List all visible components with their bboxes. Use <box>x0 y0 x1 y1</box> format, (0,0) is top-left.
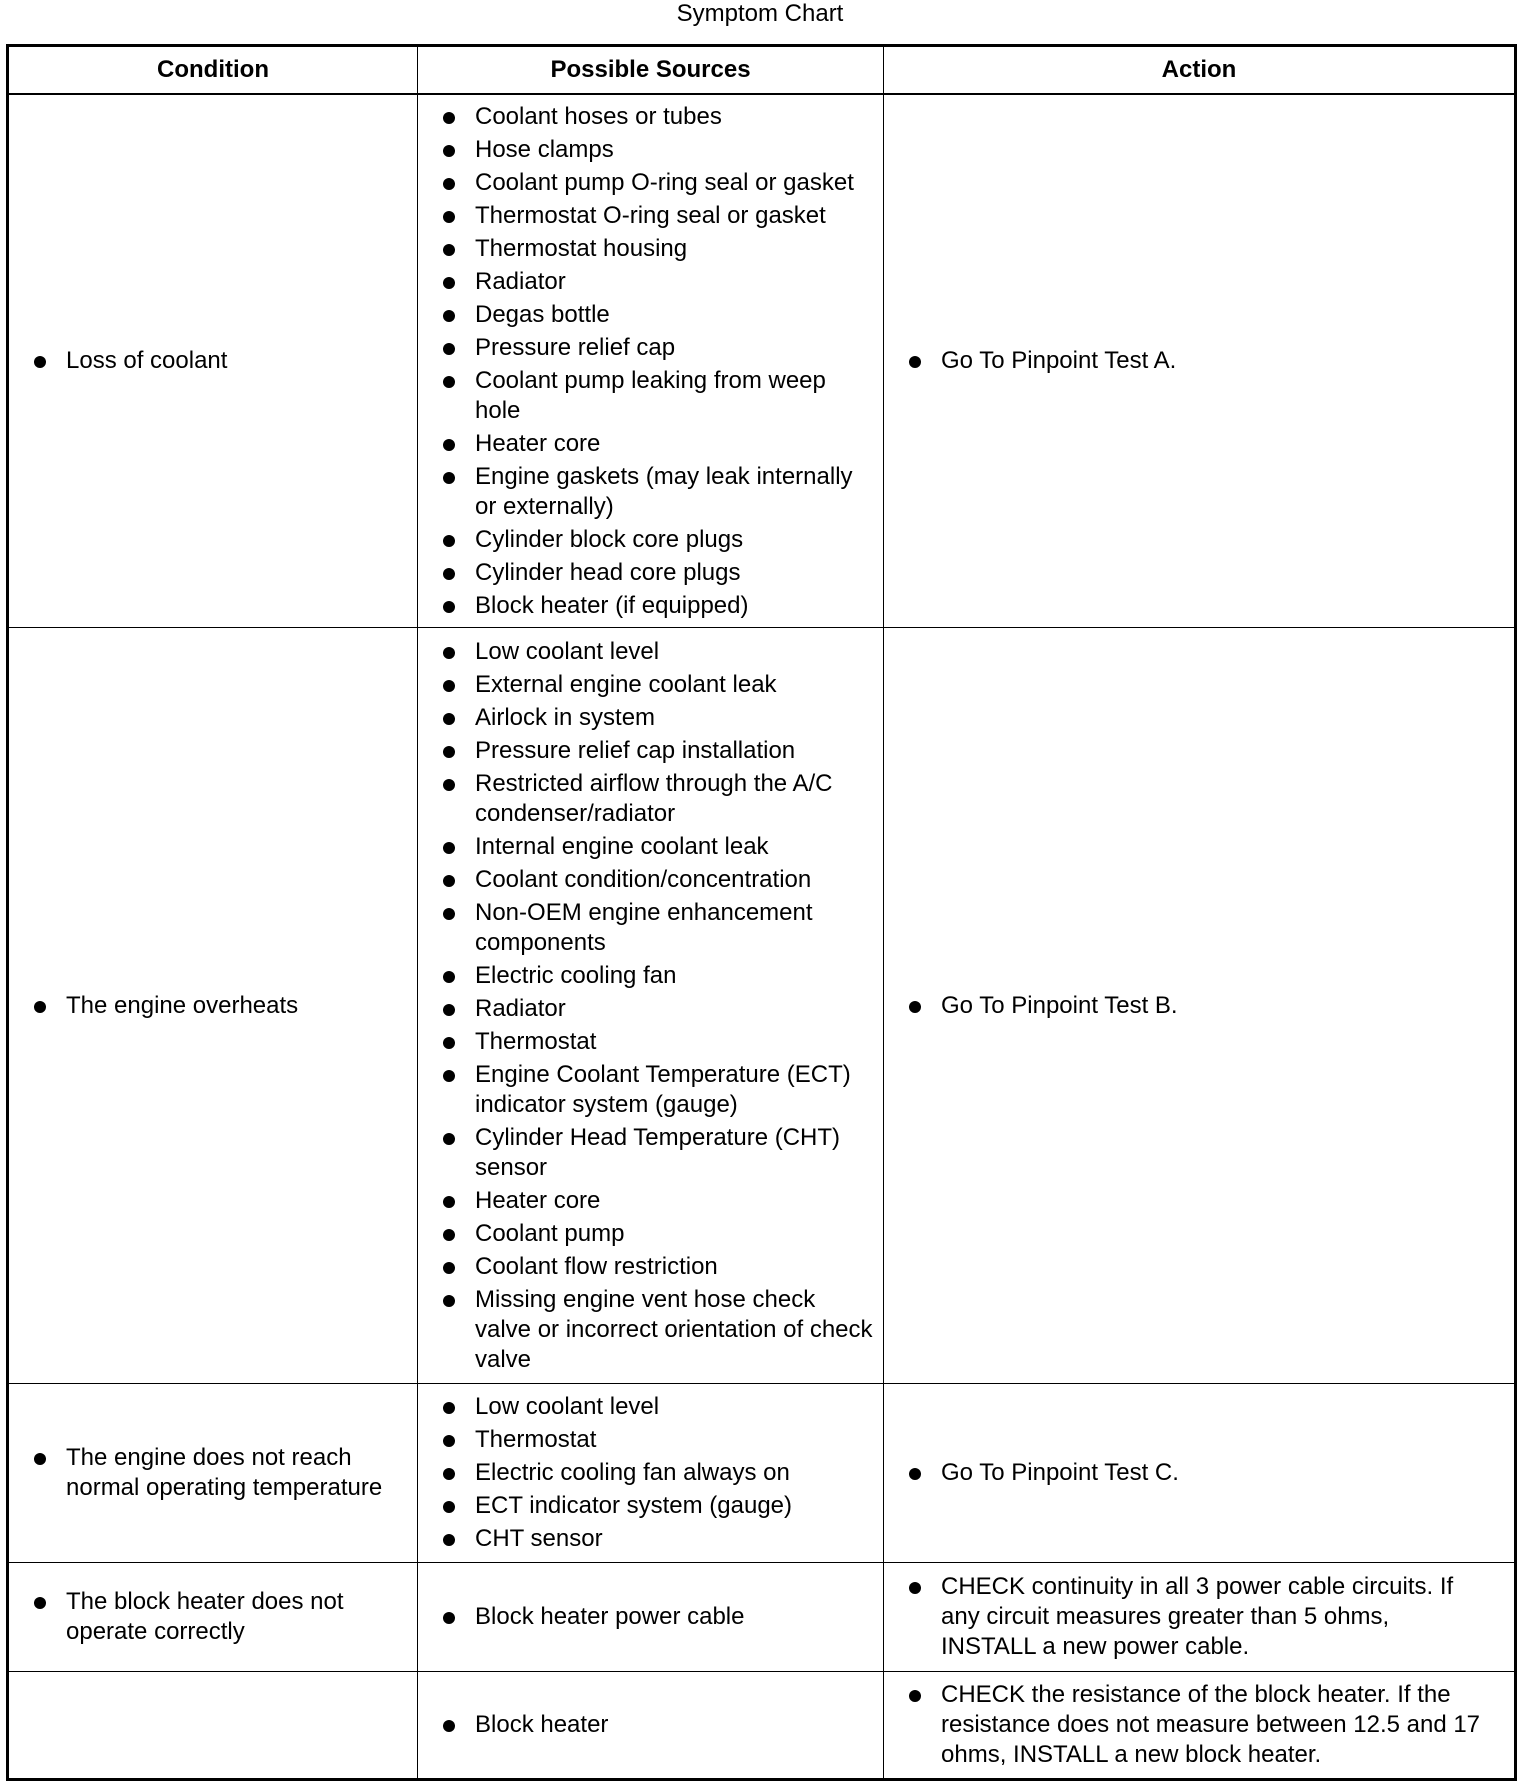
action-text: Go To Pinpoint Test C. <box>884 1458 1514 1488</box>
source-item: Block heater (if equipped) <box>418 591 883 621</box>
action-cell <box>884 94 1516 628</box>
action-text: Go To Pinpoint Test A. <box>884 346 1514 376</box>
source-item: Coolant flow restriction <box>418 1252 883 1282</box>
source-item: External engine coolant leak <box>418 670 883 700</box>
possible-sources-cell <box>418 1563 884 1672</box>
header-condition: Condition <box>8 46 418 95</box>
symptom-table <box>6 44 1517 1781</box>
source-item: CHT sensor <box>418 1524 883 1554</box>
source-item: Coolant pump leaking from weep hole <box>418 366 883 426</box>
action-cell <box>884 628 1516 1384</box>
condition-cell <box>8 94 418 628</box>
table-header-row <box>8 46 1516 95</box>
source-item: Coolant condition/concentration <box>418 865 883 895</box>
source-item: Airlock in system <box>418 703 883 733</box>
action-cell <box>884 1384 1516 1563</box>
source-item: Thermostat <box>418 1027 883 1057</box>
condition-text: The engine does not reach normal operating temperature <box>9 1443 417 1503</box>
table-row <box>8 1384 1516 1563</box>
source-item: Cylinder Head Temperature (CHT) sensor <box>418 1123 883 1183</box>
source-item: Internal engine coolant leak <box>418 832 883 862</box>
condition-text: Loss of coolant <box>9 346 417 376</box>
action-text: CHECK the resistance of the block heater. If the resistance does not measure between 12.5 and 17 ohms, INSTALL a new block heater. <box>884 1680 1514 1770</box>
source-item: Radiator <box>418 994 883 1024</box>
source-item: Degas bottle <box>418 300 883 330</box>
condition-cell <box>8 1384 418 1563</box>
table-row <box>8 628 1516 1384</box>
possible-sources-cell <box>418 1672 884 1780</box>
action-text: Go To Pinpoint Test B. <box>884 991 1514 1021</box>
table-row <box>8 1672 1516 1780</box>
source-item: Heater core <box>418 1186 883 1216</box>
source-item: Cylinder head core plugs <box>418 558 883 588</box>
source-item: Engine gaskets (may leak internally or externally) <box>418 462 883 522</box>
source-item: Engine Coolant Temperature (ECT) indicator system (gauge) <box>418 1060 883 1120</box>
possible-sources-cell <box>418 628 884 1384</box>
source-item: Block heater power cable <box>418 1602 883 1632</box>
source-item: Missing engine vent hose check valve or incorrect orientation of check valve <box>418 1285 883 1375</box>
source-item: Thermostat O-ring seal or gasket <box>418 201 883 231</box>
condition-text: The block heater does not operate correctly <box>9 1587 417 1647</box>
source-item: Pressure relief cap installation <box>418 736 883 766</box>
source-item: Radiator <box>418 267 883 297</box>
action-cell <box>884 1563 1516 1672</box>
possible-sources-cell <box>418 1384 884 1563</box>
source-item: Thermostat housing <box>418 234 883 264</box>
source-item: Non-OEM engine enhancement components <box>418 898 883 958</box>
source-item: Electric cooling fan always on <box>418 1458 883 1488</box>
header-action: Action <box>884 46 1516 95</box>
source-item: Electric cooling fan <box>418 961 883 991</box>
condition-cell <box>8 1672 418 1780</box>
condition-text: The engine overheats <box>9 991 417 1021</box>
source-item: Restricted airflow through the A/C condenser/radiator <box>418 769 883 829</box>
source-item: Low coolant level <box>418 1392 883 1422</box>
source-item: Pressure relief cap <box>418 333 883 363</box>
condition-cell <box>8 628 418 1384</box>
chart-title: Symptom Chart <box>676 0 844 27</box>
header-possible-sources: Possible Sources <box>418 46 884 95</box>
source-item: Thermostat <box>418 1425 883 1455</box>
condition-cell <box>8 1563 418 1672</box>
source-item: Coolant pump <box>418 1219 883 1249</box>
table-row <box>8 1563 1516 1672</box>
source-item: Block heater <box>418 1710 883 1740</box>
source-item: Low coolant level <box>418 637 883 667</box>
source-item: Cylinder block core plugs <box>418 525 883 555</box>
table-row <box>8 94 1516 628</box>
action-cell <box>884 1672 1516 1780</box>
source-item: Heater core <box>418 429 883 459</box>
source-item: ECT indicator system (gauge) <box>418 1491 883 1521</box>
action-text: CHECK continuity in all 3 power cable circuits. If any circuit measures greater than 5 ohms, INSTALL a new power cable. <box>884 1572 1514 1662</box>
source-item: Hose clamps <box>418 135 883 165</box>
source-item: Coolant hoses or tubes <box>418 102 883 132</box>
possible-sources-cell <box>418 94 884 628</box>
source-item: Coolant pump O-ring seal or gasket <box>418 168 883 198</box>
